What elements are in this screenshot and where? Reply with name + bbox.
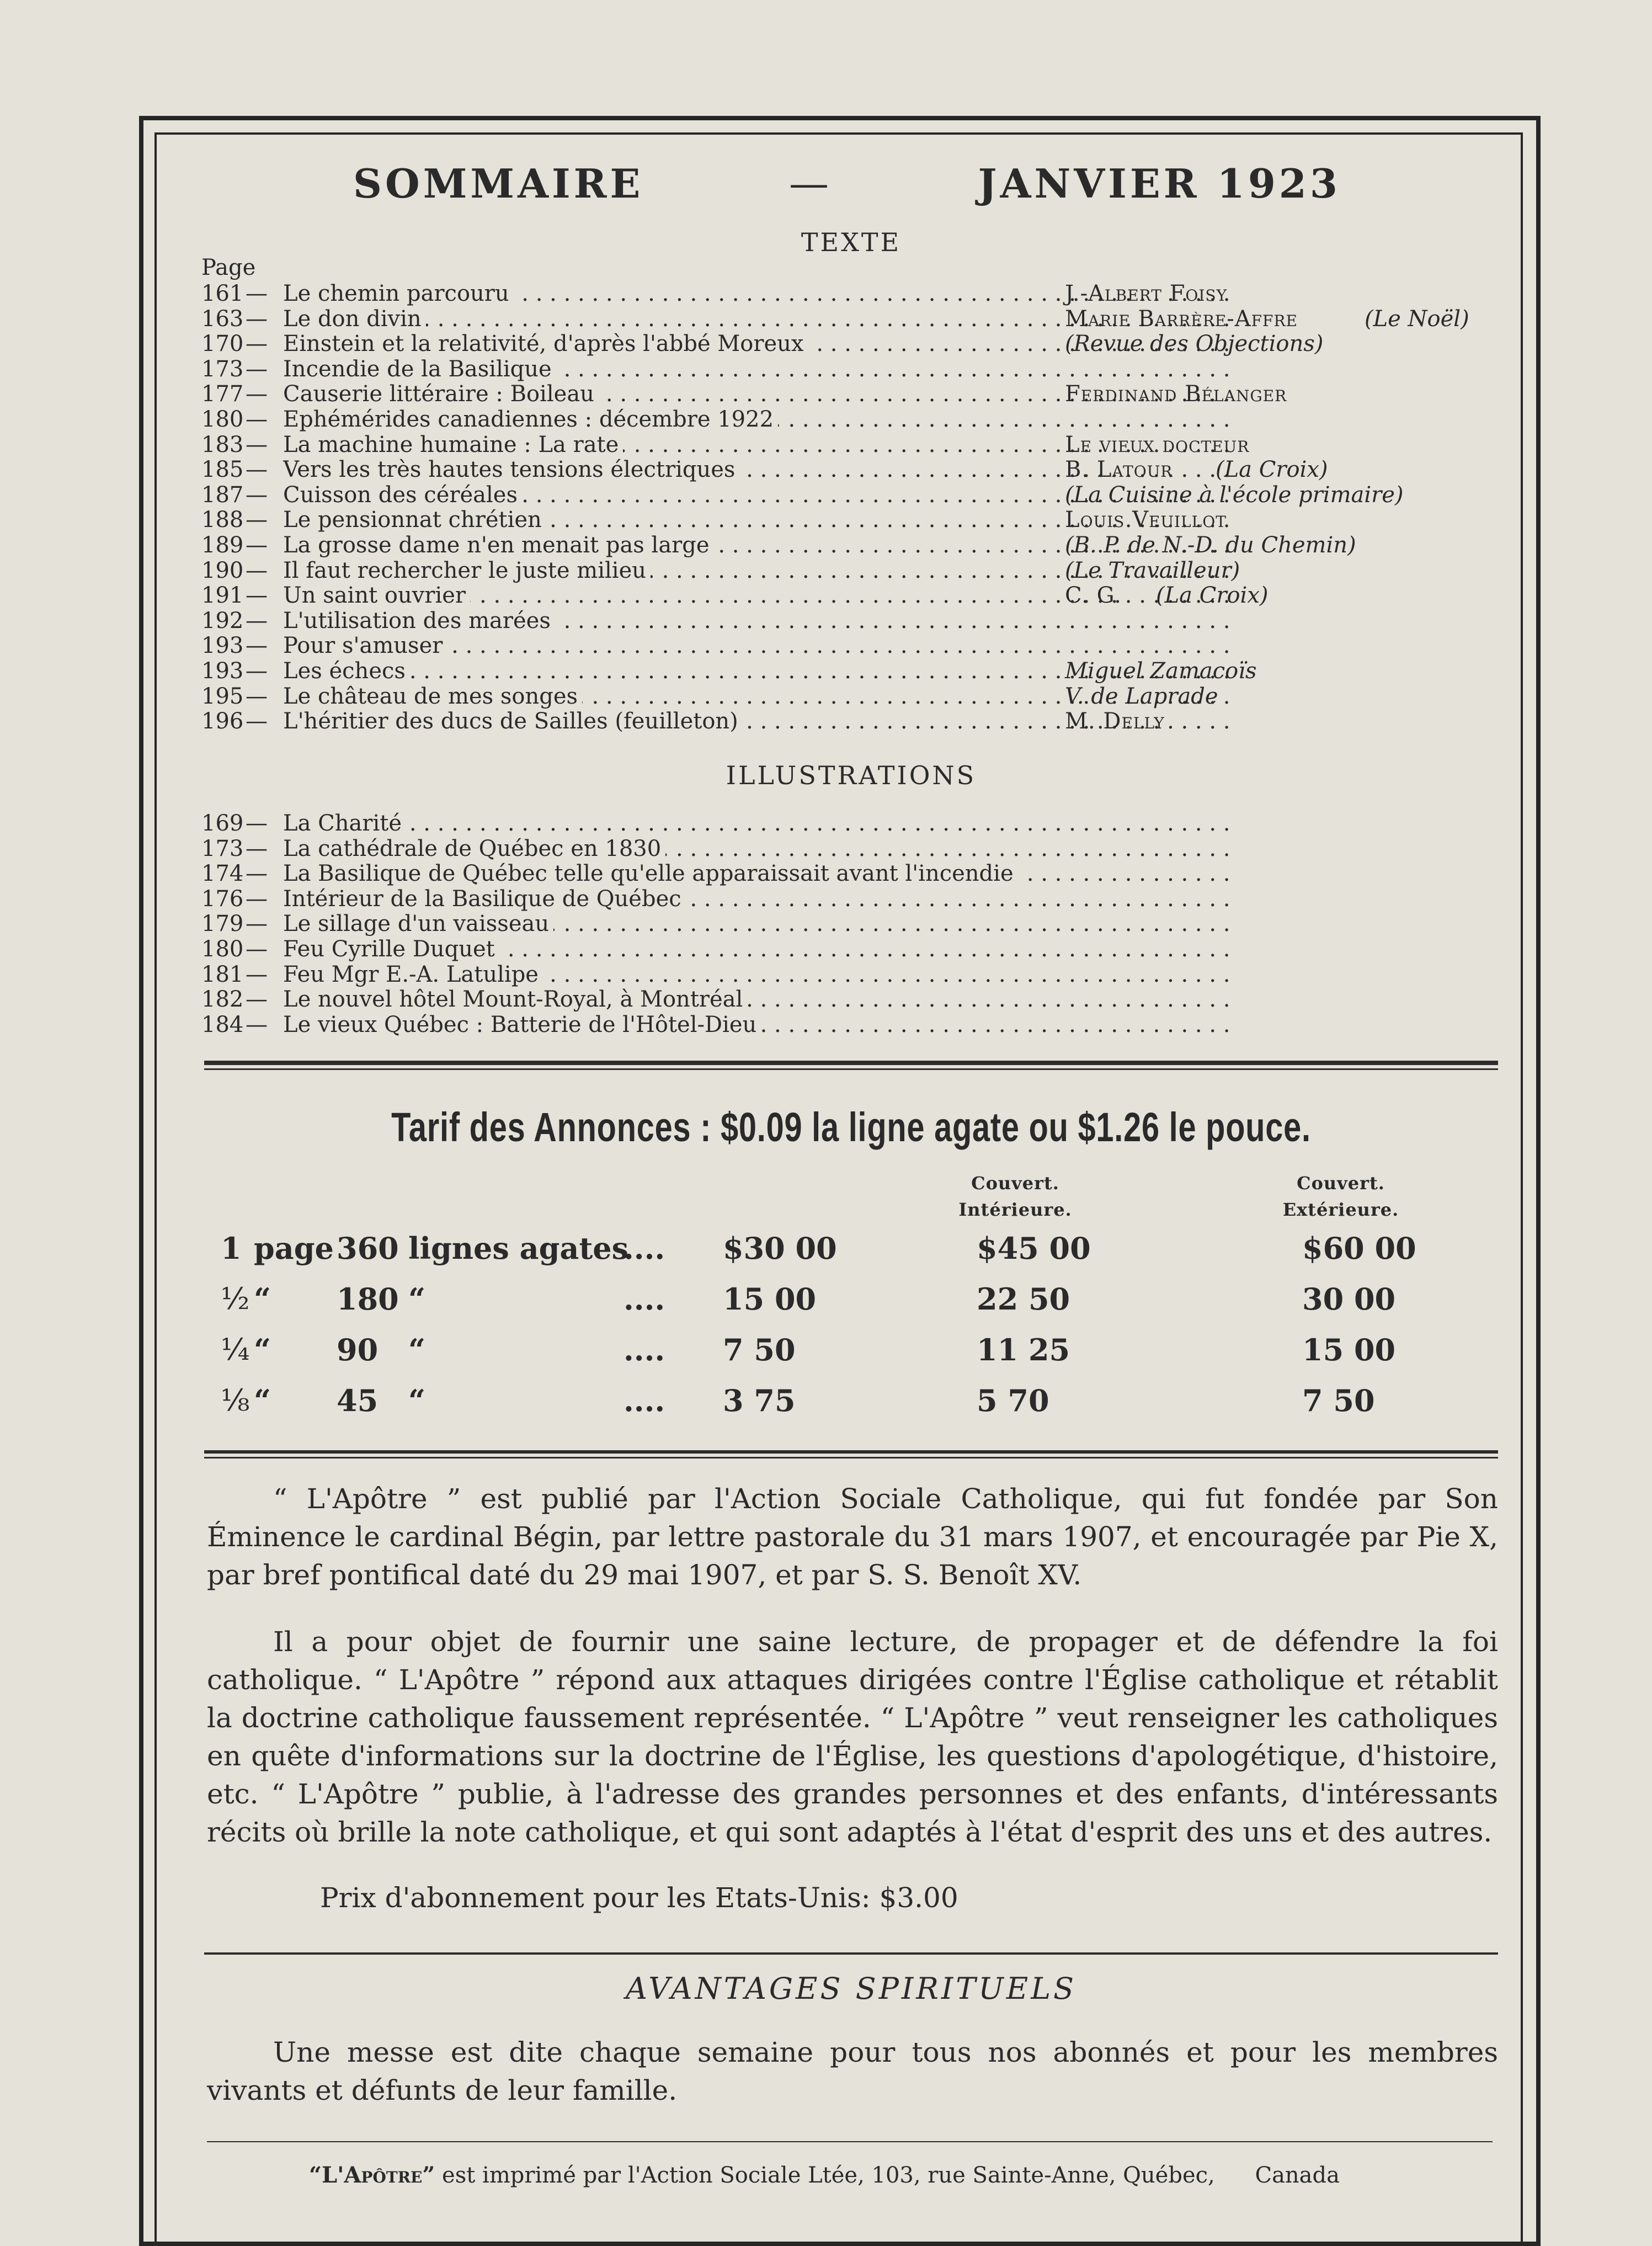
rate-base: $30 00: [723, 1231, 837, 1266]
rate-exterieure: 15 00: [1302, 1332, 1396, 1367]
rate-dots: ....: [624, 1332, 665, 1367]
entry-author: M. Delly: [1065, 709, 1165, 735]
entry-title: [283, 609, 1238, 634]
entry-title: [283, 962, 1238, 988]
entry-title-text: La Charité: [283, 811, 406, 836]
page-number: 192: [201, 608, 244, 634]
rate-unit: page: [254, 1231, 334, 1266]
rate-interieure: $45 00: [977, 1231, 1091, 1266]
rate-unit: “: [254, 1383, 271, 1418]
rate-size: 1: [221, 1231, 242, 1266]
entry-dash: —: [246, 886, 268, 912]
rate-size: ½: [221, 1281, 250, 1316]
rate-interieure: 22 50: [977, 1281, 1070, 1317]
entry-title-text: Le don divin: [283, 307, 426, 332]
entry-title-text: Einstein et la relativité, d'après l'abbé Moreux: [283, 332, 808, 356]
rate-lines-label: “: [408, 1332, 426, 1367]
entry-title-text: Le chemin parcouru: [283, 281, 514, 306]
issue-date: JANVIER 1923: [978, 160, 1341, 207]
page-number: 180: [201, 406, 244, 432]
divider: [204, 1068, 1498, 1070]
entry-dash: —: [246, 987, 268, 1013]
rate-dots: ....: [624, 1231, 665, 1266]
about-paragraph-1: “ L'Apôtre ” est publié par l'Action Sociale Catholique, qui fut fondée par Son Éminence le cardinal Bégin, par lettre pastorale du 31 mars 1907, et encouragée par Pie X, par bref pontifical daté du 29 mai 1907, et par S. S. Benoît XV.: [207, 1483, 1498, 1591]
rate-dots: ....: [624, 1383, 665, 1418]
entry-title-text: Le sillage d'un vaisseau: [283, 912, 553, 936]
rate-exterieure: $60 00: [1302, 1231, 1416, 1266]
rate-row: [204, 1332, 1498, 1382]
page-number: 188: [201, 507, 244, 533]
entry-title-text: Incendie de la Basilique: [283, 357, 556, 382]
subscription-price: Prix d'abonnement pour les Etats-Unis: $3.00: [320, 1882, 958, 1914]
page-number: 180: [201, 936, 244, 962]
entry-author: C. G.: [1065, 583, 1122, 609]
col-header-line: Extérieure.: [1282, 1199, 1399, 1220]
entry-title-text: La grosse dame n'en menait pas large: [283, 533, 714, 558]
entry-title: [283, 1013, 1238, 1038]
entry-source: (Le Travailleur): [1065, 557, 1240, 583]
page-number: 176: [201, 886, 244, 912]
texte-heading: TEXTE: [801, 227, 902, 257]
col-header-line: Couvert.: [971, 1173, 1059, 1194]
col-header-interieure: [932, 1170, 1098, 1223]
entry-author: Ferdinand Bélanger: [1065, 381, 1287, 407]
entry-dash: —: [246, 557, 268, 583]
entry-author: Le vieux docteur: [1065, 432, 1250, 457]
rate-base: 3 75: [723, 1383, 796, 1418]
rate-interieure: 5 70: [977, 1383, 1049, 1418]
rate-base: 15 00: [723, 1281, 817, 1317]
rate-size: ⅛: [221, 1383, 250, 1418]
entry-dash: —: [246, 507, 268, 533]
page-number: 182: [201, 987, 244, 1013]
page-number: 163: [201, 306, 244, 332]
entry-title: [283, 861, 1238, 887]
divider: [204, 1450, 1498, 1454]
rate-lines: 45: [337, 1383, 379, 1418]
rate-lines: 90: [337, 1332, 379, 1367]
entry-dash: —: [246, 1012, 268, 1037]
entry-dash: —: [246, 532, 268, 558]
entry-dash: —: [246, 331, 268, 357]
page-number: 173: [201, 356, 244, 382]
entry-title-text: Vers les très hautes tensions électriques: [283, 457, 739, 482]
entry-title-text: La cathédrale de Québec en 1830: [283, 837, 665, 861]
page-number: 170: [201, 331, 244, 357]
rate-lines: 180: [337, 1281, 399, 1317]
entry-title-text: Ephémérides canadiennes : décembre 1922: [283, 407, 778, 432]
divider: [204, 1061, 1498, 1065]
illustrations-heading: ILLUSTRATIONS: [726, 760, 977, 790]
entry-dash: —: [246, 457, 268, 483]
rate-row: [204, 1383, 1498, 1433]
entry-dash: —: [246, 306, 268, 332]
avantages-heading: AVANTAGES SPIRITUELS: [625, 1971, 1077, 2006]
entry-title: [283, 937, 1238, 962]
rate-lines-label: lignes agates: [408, 1231, 629, 1266]
entry-source: (B. P. de N.-D. du Chemin): [1065, 532, 1356, 558]
entry-title-text: L'héritier des ducs de Sailles (feuilleton): [283, 709, 743, 734]
col-header-line: Intérieure.: [958, 1199, 1072, 1220]
rate-unit: “: [254, 1281, 271, 1317]
col-header-line: Couvert.: [1297, 1173, 1385, 1194]
entry-dash: —: [246, 281, 268, 306]
entry-title: [283, 837, 1238, 862]
entry-title: [283, 912, 1238, 937]
entry-dash: —: [246, 633, 268, 659]
entry-title: [283, 634, 1238, 659]
entry-author: Louis Veuillot: [1065, 507, 1227, 533]
col-header-exterieure: [1258, 1170, 1424, 1223]
page-number: 189: [201, 532, 244, 558]
page-number: 191: [201, 583, 244, 609]
rate-exterieure: 30 00: [1302, 1281, 1396, 1317]
rate-row: [204, 1281, 1498, 1331]
entry-dash: —: [246, 381, 268, 407]
page-number: 190: [201, 557, 244, 583]
entry-title-text: Le château de mes songes: [283, 684, 582, 709]
page-number: 173: [201, 835, 244, 861]
page-number: 185: [201, 457, 244, 483]
page-number: 174: [201, 861, 244, 887]
entry-source: (La Croix): [1216, 457, 1328, 483]
entry-dash: —: [246, 658, 268, 684]
divider: [204, 1952, 1498, 1955]
entry-dash: —: [246, 936, 268, 962]
entry-dash: —: [246, 961, 268, 987]
entry-source: (La Cuisine à l'école primaire): [1065, 482, 1404, 508]
entry-title-text: Feu Cyrille Duquet: [283, 937, 499, 962]
entry-title-text: Feu Mgr E.-A. Latulipe: [283, 962, 543, 987]
page-number: 179: [201, 911, 244, 937]
entry-title-text: Il faut rechercher le juste milieu: [283, 558, 651, 583]
entry-title: [283, 887, 1238, 912]
entry-dash: —: [246, 683, 268, 709]
about-text: [207, 1480, 1498, 1917]
entry-dash: —: [246, 861, 268, 887]
rate-lines-label: “: [408, 1383, 426, 1418]
entry-dash: —: [246, 583, 268, 609]
entry-title-text: Le nouvel hôtel Mount-Royal, à Montréal: [283, 987, 747, 1012]
tarif-title: Tarif des Annonces : $0.09 la ligne agate ou $1.26 le pouce.: [391, 1104, 1311, 1150]
rate-unit: “: [254, 1332, 271, 1367]
entry-title-text: Le vieux Québec : Batterie de l'Hôtel-Dieu: [283, 1013, 761, 1037]
entry-title-text: Pour s'amuser: [283, 634, 447, 658]
entry-dash: —: [246, 406, 268, 432]
divider: [207, 2141, 1493, 2142]
header-separator: —: [789, 160, 832, 206]
entry-title-text: Causerie littéraire : Boileau: [283, 382, 599, 407]
entry-dash: —: [246, 356, 268, 382]
about-paragraph-2: Il a pour objet de fournir une saine lecture, de propager et de défendre la foi catholique. “ L'Apôtre ” répond aux attaques dirigées contre l'Église catholique et rétablit la doctrine catholique faussement représentée. “ L'Apôtre ” veut renseigner les catholiques en quête d'informations sur la doctrine de l'Église, les questions d'apologétique, d'histoire, etc. “ L'Apôtre ” publie, à l'adresse des grandes personnes et des enfants, d'intéressants récits où brille la note catholique, et qui sont adaptés à l'état d'esprit des uns et des autres.: [207, 1626, 1498, 1848]
rate-lines-label: “: [408, 1281, 426, 1317]
page-number: 183: [201, 432, 244, 457]
entry-dash: —: [246, 709, 268, 735]
page-number: 193: [201, 658, 244, 684]
entry-title-text: La Basilique de Québec telle qu'elle apparaissait avant l'incendie: [283, 861, 1018, 886]
entry-author: B. Latour: [1065, 457, 1173, 483]
entry-title: [283, 987, 1238, 1013]
page-number: 181: [201, 961, 244, 987]
entry-dash: —: [246, 911, 268, 937]
entry-author: J.-Albert Foisy: [1065, 281, 1228, 306]
page-number: 195: [201, 683, 244, 709]
entry-dash: —: [246, 811, 268, 836]
page-number: 196: [201, 709, 244, 735]
page-number: 193: [201, 633, 244, 659]
entry-title-text: Un saint ouvrier: [283, 583, 470, 608]
page-column-label: Page: [201, 255, 256, 280]
entry-title-text: La machine humaine : La rate: [283, 433, 623, 457]
page-number: 177: [201, 381, 244, 407]
entry-source: (Le Noël): [1365, 306, 1469, 332]
entry-title: [283, 407, 1238, 433]
rate-lines: 360: [337, 1231, 399, 1266]
entry-title-text: L'utilisation des marées: [283, 609, 555, 634]
entry-source: (Revue des Objections): [1065, 331, 1324, 357]
entry-source: Miguel Zamacoïs: [1065, 658, 1257, 684]
entry-source: (La Croix): [1156, 583, 1269, 609]
avantages-text-block: [207, 2034, 1498, 2110]
rate-base: 7 50: [723, 1332, 796, 1367]
page-number: 161: [201, 281, 244, 306]
rate-row: [204, 1231, 1498, 1280]
divider: [204, 1457, 1498, 1459]
entry-title-text: Les échecs: [283, 659, 410, 684]
footer-brand: “L'Apôtre”: [309, 2162, 435, 2188]
page-number: 184: [201, 1012, 244, 1037]
entry-title: [283, 811, 1238, 837]
page-number: 187: [201, 482, 244, 508]
rate-interieure: 11 25: [977, 1332, 1070, 1367]
avantages-text: Une messe est dite chaque semaine pour tous nos abonnés et pour les membres vivants et défunts de leur famille.: [207, 2036, 1498, 2106]
footer-country: Canada: [1255, 2163, 1340, 2188]
rate-exterieure: 7 50: [1302, 1383, 1375, 1418]
sommaire-title: SOMMAIRE: [353, 160, 644, 207]
entry-dash: —: [246, 482, 268, 508]
footer: [309, 2162, 1340, 2188]
page-header: [353, 160, 1341, 221]
entry-author: Marie Barrère-Affre: [1065, 306, 1298, 332]
entry-title-text: Cuisson des céréales: [283, 483, 522, 508]
footer-text: est imprimé par l'Action Sociale Ltée, 103, rue Sainte-Anne, Québec,: [442, 2163, 1215, 2188]
entry-dash: —: [246, 432, 268, 457]
entry-dash: —: [246, 835, 268, 861]
rate-size: ¼: [221, 1332, 250, 1367]
page-number: 169: [201, 811, 244, 836]
entry-title: [283, 357, 1238, 382]
entry-source: V. de Laprade: [1065, 683, 1218, 709]
entry-dash: —: [246, 608, 268, 634]
rate-dots: ....: [624, 1281, 665, 1317]
entry-title-text: Intérieur de la Basilique de Québec: [283, 887, 686, 912]
entry-title-text: Le pensionnat chrétien: [283, 508, 546, 533]
